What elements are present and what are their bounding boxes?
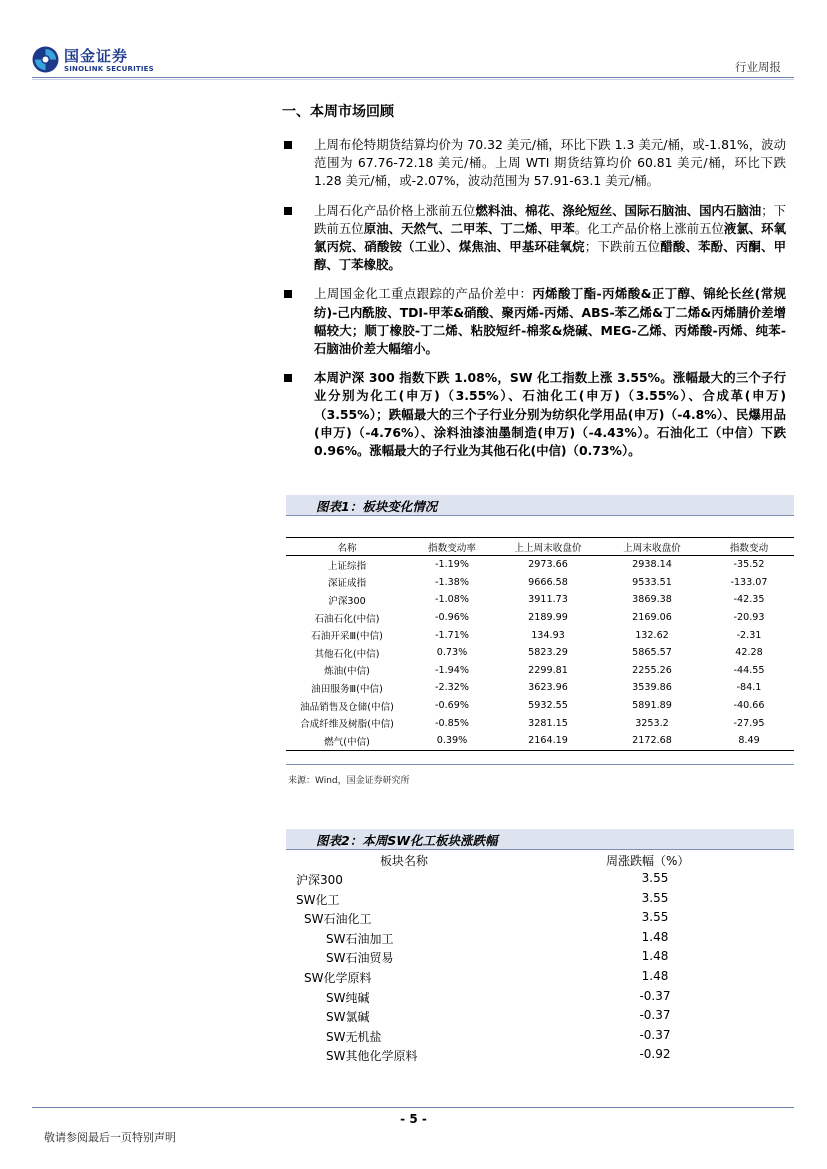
- col-header-change-rate: 指数变动率: [408, 538, 496, 556]
- cell-change-rate: -1.08%: [435, 594, 469, 606]
- company-logo: [32, 44, 152, 78]
- cell-change: -84.1: [736, 682, 762, 694]
- col-header-prev-close: 上上周末收盘价: [496, 538, 600, 556]
- cell-name: 燃气(中信): [286, 732, 408, 750]
- cell-prev-close: 2973.66: [528, 559, 568, 571]
- cell-prev-close: 5932.55: [528, 700, 568, 712]
- cell-name: 深证成指: [327, 578, 367, 590]
- footer-divider: [32, 1107, 794, 1108]
- report-type: 行业周报: [735, 60, 781, 74]
- bullet-text: ；下跌前五位: [314, 202, 786, 236]
- sector-weekly-change: -0.37: [639, 988, 671, 1003]
- cell-change: -20.93: [733, 612, 765, 624]
- bullet-text: 上周国金化工重点跟踪的产品价差中：: [314, 286, 533, 302]
- bullet-paragraph: [282, 136, 786, 191]
- page-number: - 5 -: [400, 1112, 427, 1126]
- cell-name: 油田服务Ⅲ(中信): [311, 683, 383, 695]
- sector-name: SW化学原料: [304, 971, 372, 985]
- figure1-bottom-rule: [286, 764, 794, 765]
- cell-prev-close: 3623.96: [528, 682, 568, 694]
- cell-last-close: 2255.26: [632, 664, 672, 676]
- figure1-source: 来源：Wind，国金证券研究所: [288, 776, 410, 786]
- cell-change-rate: -0.85%: [435, 717, 469, 729]
- sinolink-logo-icon: [32, 46, 59, 73]
- bullet-text: ；下跌前五位: [584, 239, 661, 255]
- sector-name: SW纯碱: [326, 990, 370, 1005]
- sector-weekly-change: 1.48: [641, 949, 669, 964]
- header-divider-secondary: [32, 79, 794, 80]
- sector-weekly-change: -0.92: [639, 1047, 671, 1062]
- cell-prev-close: 2299.81: [528, 664, 568, 676]
- sector-name: SW石油贸易: [326, 951, 394, 966]
- bullet-text: 燃料油、棉花、涤纶短丝、国际石脑油、国内石脑油: [475, 202, 762, 218]
- bullet-square-icon: [284, 207, 292, 215]
- cell-name: 上证综指: [327, 560, 367, 572]
- bullet-text: 醋酸、苯酚、丙酮、甲醇、丁苯橡胶。: [314, 239, 787, 273]
- bullet-text: 本周沪深 300 指数下跌 1.08%，SW 化工指数上涨 3.55%。涨幅最大的三个子行业分别为化工(申万)（3.55%）、石油化工(申万)（3.55%）、合成革(申万)（3.55%）；跌幅最大的三个子行业分别为纺织化学用品(申万)（-4.8%）、民爆用品(申万)（-4.76%）、涂料油漆油墨制造(申万)（-4.43%）。石油化工（中信）下跌 0.96%。涨幅最大的子行业为其他石化(中信)（0.73%）。: [314, 370, 786, 459]
- bullet-paragraph: [282, 369, 786, 460]
- col-header-last-close: 上周末收盘价: [600, 538, 704, 556]
- cell-last-close: 3253.2: [635, 717, 669, 729]
- bullet-square-icon: [284, 374, 292, 382]
- cell-prev-close: 5823.29: [528, 647, 568, 659]
- cell-name: 石油石化(中信): [314, 613, 380, 625]
- cell-last-close: 3539.86: [632, 682, 672, 694]
- cell-change-rate: -0.69%: [435, 700, 469, 712]
- sector-name: 沪深300: [296, 873, 343, 887]
- section-title: 一、本周市场回顾: [282, 104, 394, 120]
- col-header-change: 指数变动: [704, 538, 794, 556]
- cell-last-close: 9533.51: [632, 576, 672, 588]
- cell-last-close: 2938.14: [632, 559, 672, 571]
- cell-change-rate: -1.38%: [435, 576, 469, 588]
- cell-name: 合成纤维及树脂(中信): [300, 719, 394, 731]
- sector-weekly-change: 1.48: [641, 929, 669, 944]
- cell-change: -133.07: [730, 576, 768, 588]
- header-divider: [32, 77, 794, 78]
- sector-weekly-change: 3.55: [641, 910, 669, 925]
- table-row: [286, 574, 794, 592]
- cell-prev-close: 9666.58: [528, 576, 568, 588]
- sector-change-table: [286, 537, 794, 751]
- bullet-text: 。化工产品价格上涨前五位: [574, 220, 724, 236]
- sector-weekly-change: -0.37: [639, 1027, 671, 1042]
- sector-name: SW其他化学原料: [326, 1049, 418, 1064]
- figure2-header-name: 板块名称: [380, 854, 429, 868]
- bullet-paragraph: [282, 202, 786, 275]
- cell-prev-close: 3911.73: [528, 594, 568, 606]
- table-row: [286, 697, 794, 715]
- figure2-title: 图表2：本周SW化工板块涨跌幅: [316, 833, 498, 848]
- cell-prev-close: 2164.19: [496, 732, 600, 750]
- bullet-text: 丙烯酸丁酯-丙烯酸&正丁醇、锦纶长丝(常规纺)-己内酰胺、TDI-甲苯&硝酸、聚丙烯-丙烯、ABS-苯乙烯&丁二烯&丙烯腈价差增幅较大；顺丁橡胶-丁二烯、粘胶短纤-棉浆&烧碱、MEG-乙烯、丙烯酸-丙烯、纯苯-石脑油价差大幅缩小。: [314, 286, 786, 357]
- bullet-text: 液氯、环氧氯丙烷、硝酸铵（工业）、煤焦油、甲基环硅氧烷: [314, 220, 786, 255]
- cell-change: -27.95: [733, 717, 765, 729]
- cell-change-rate: -1.71%: [435, 629, 469, 641]
- cell-name: 沪深300: [328, 595, 366, 607]
- cell-prev-close: 3281.15: [528, 717, 568, 729]
- table-row: [286, 714, 794, 732]
- logo-text-en: SINOLINK SECURITIES: [64, 65, 154, 73]
- bullet-list: [282, 136, 786, 471]
- table-row: [286, 609, 794, 627]
- sector-name: SW氯碱: [326, 1010, 370, 1025]
- cell-change: 42.28: [735, 647, 763, 659]
- cell-name: 其他石化(中信): [314, 648, 380, 660]
- cell-name: 石油开采Ⅲ(中信): [311, 631, 383, 643]
- sector-name: SW石油化工: [304, 912, 372, 927]
- cell-change-rate: -2.32%: [435, 682, 469, 694]
- table-row: [286, 732, 794, 750]
- cell-change: -42.35: [733, 594, 765, 606]
- cell-change: -40.66: [733, 700, 765, 712]
- sector-name: SW化工: [296, 892, 340, 907]
- cell-last-close: 3869.38: [632, 594, 672, 606]
- cell-last-close: 5891.89: [632, 700, 672, 712]
- cell-name: 油品销售及仓储(中信): [300, 701, 394, 713]
- sector-name: SW石油加工: [326, 931, 394, 946]
- cell-change: 8.49: [704, 732, 794, 750]
- cell-last-close: 2172.68: [600, 732, 704, 750]
- figure2-title-bar: [286, 829, 794, 850]
- cell-change-rate: -1.19%: [435, 559, 469, 571]
- cell-change-rate: -0.96%: [435, 612, 469, 624]
- cell-change: -2.31: [736, 629, 762, 641]
- cell-change-rate: 0.39%: [408, 732, 496, 750]
- cell-change: -44.55: [733, 664, 765, 676]
- bullet-text: 上周石化产品价格上涨前五位: [314, 202, 476, 218]
- cell-last-close: 2169.06: [632, 612, 672, 624]
- cell-change-rate: -1.94%: [435, 664, 469, 676]
- sector-weekly-change: -0.37: [639, 1008, 671, 1023]
- cell-change-rate: 0.73%: [436, 647, 468, 659]
- bullet-paragraph: [282, 285, 786, 358]
- cell-last-close: 5865.57: [632, 647, 672, 659]
- logo-text-cn: 国金证券: [64, 47, 129, 65]
- disclaimer-note: 敬请参阅最后一页特别声明: [44, 1131, 176, 1144]
- cell-name: 炼油(中信): [324, 666, 370, 678]
- bullet-text: 上周布伦特期货结算均价为 70.32 美元/桶，环比下跌 1.3 美元/桶，或-1.81%，波动范围为 67.76-72.18 美元/桶。上周 WTI 期货结算均价 60.81 美元/桶，环比下跌 1.28 美元/桶，或-2.07%，波动范围为 57.91-63.1 美元/桶。: [314, 137, 786, 189]
- figure2-header-pct: 周涨跌幅（%）: [606, 854, 690, 868]
- figure1-title-bar: [286, 495, 794, 516]
- table-row: [286, 679, 794, 697]
- table-row: [286, 591, 794, 609]
- sector-weekly-change: 3.55: [641, 890, 669, 905]
- bullet-square-icon: [284, 290, 292, 298]
- figure1-title: 图表1：板块变化情况: [316, 499, 438, 514]
- table-row: [286, 626, 794, 644]
- cell-change: -35.52: [733, 559, 765, 571]
- table-row: [286, 662, 794, 680]
- bullet-text: 原油、天然气、二甲苯、丁二烯、甲苯: [363, 220, 575, 236]
- sector-weekly-change: 1.48: [641, 969, 669, 983]
- cell-prev-close: 2189.99: [528, 612, 568, 624]
- bullet-square-icon: [284, 141, 292, 149]
- sector-name: SW无机盐: [326, 1029, 382, 1044]
- table-header-row: [286, 538, 794, 556]
- table-row: [286, 556, 794, 574]
- table-row: [286, 644, 794, 662]
- sector-weekly-change: 3.55: [641, 871, 669, 885]
- cell-last-close: 132.62: [635, 629, 669, 641]
- cell-prev-close: 134.93: [531, 629, 565, 641]
- col-header-name: 名称: [286, 538, 408, 556]
